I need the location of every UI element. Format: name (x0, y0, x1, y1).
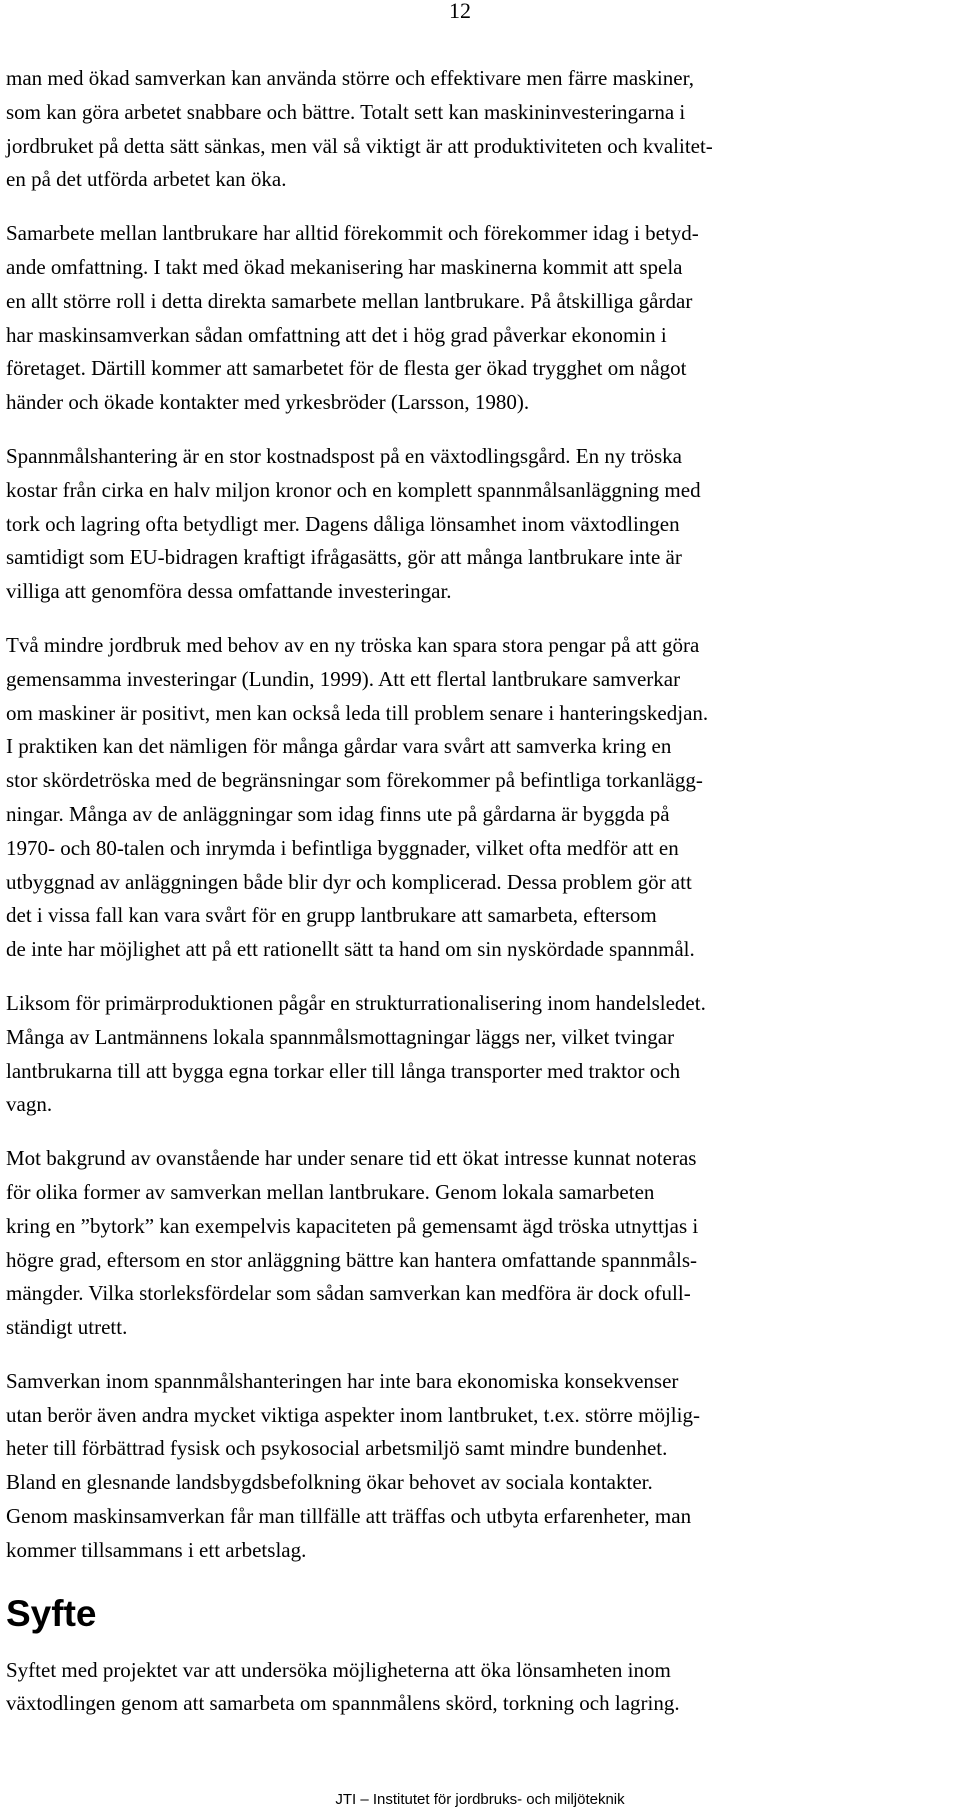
text-line: har maskinsamverkan sådan omfattning att det i hög grad påverkar ekonomin i (6, 322, 667, 347)
text-line: man med ökad samverkan kan använda större och effektivare men färre maskiner, (6, 66, 694, 90)
text-line: Två mindre jordbruk med behov av en ny tröska kan spara stora pengar på att göra (6, 632, 700, 657)
text-line: ständigt utrett. (6, 1315, 128, 1340)
text-line: för olika former av samverkan mellan lantbrukare. Genom lokala samarbeten (6, 1179, 655, 1204)
text-line: högre grad, eftersom en stor anläggning bättre kan hantera omfattande spannmåls- (6, 1247, 698, 1272)
text-line: villiga att genomföra dessa omfattande investeringar. (6, 579, 452, 604)
text-line: samtidigt som EU-bidragen kraftigt ifrågasätts, gör att många lantbrukare inte är (6, 545, 682, 570)
text-line: tork och lagring ofta betydligt mer. Dagens dåliga lönsamhet inom växtodlingen (6, 511, 680, 536)
text-line: de inte har möjlighet att på ett rationellt sätt ta hand om sin nyskördade spannmål. (6, 937, 695, 962)
paragraph-7 (6, 1365, 960, 1568)
text-line: 1970- och 80-talen och inrymda i befintliga byggnader, vilket ofta medför att en (6, 835, 679, 860)
paragraph-1 (6, 62, 960, 197)
text-line: Syftet med projektet var att undersöka möjligheterna att öka lönsamheten inom (6, 1657, 671, 1682)
paragraph-2 (6, 217, 960, 420)
body-text (6, 62, 960, 1741)
text-line: växtodlingen genom att samarbeta om spannmålens skörd, torkning och lagring. (6, 1691, 680, 1716)
text-line: det i vissa fall kan vara svårt för en grupp lantbrukare att samarbeta, eftersom (6, 903, 657, 928)
text-line: utan berör även andra mycket viktiga aspekter inom lantbruket, t.ex. större möjlig- (6, 1402, 700, 1427)
text-line: kring en ”bytork” kan exempelvis kapaciteten på gemensamt ägd tröska utnyttjas i (6, 1213, 699, 1238)
text-line: stor skördetröska med de begränsningar som förekommer på befintliga torkanlägg- (6, 768, 703, 793)
paragraph-3 (6, 440, 960, 609)
section-paragraph (6, 1654, 960, 1722)
text-line: om maskiner är positivt, men kan också leda till problem senare i hanteringskedjan. (6, 700, 709, 725)
text-line: lantbrukarna till att bygga egna torkar eller till långa transporter med traktor och (6, 1058, 681, 1083)
text-line: händer och ökade kontakter med yrkesbröder (Larsson, 1980). (6, 390, 530, 415)
text-line: Samverkan inom spannmålshanteringen har inte bara ekonomiska konsekvenser (6, 1368, 679, 1393)
text-line: en allt större roll i detta direkta samarbete mellan lantbrukare. På åtskilliga gårdar (6, 288, 693, 313)
text-line: kommer tillsammans i ett arbetslag. (6, 1537, 307, 1562)
text-line: I praktiken kan det nämligen för många gårdar vara svårt att samverka kring en (6, 734, 672, 759)
text-line: utbyggnad av anläggningen både blir dyr och komplicerad. Dessa problem gör att (6, 869, 692, 894)
text-line: Mot bakgrund av ovanstående har under senare tid ett ökat intresse kunnat noteras (6, 1146, 697, 1171)
text-line: Genom maskinsamverkan får man tillfälle att träffas och utbyta erfarenheter, man (6, 1504, 692, 1529)
text-line: ningar. Många av de anläggningar som idag finns ute på gårdarna är byggda på (6, 801, 670, 826)
paragraph-6 (6, 1142, 960, 1345)
text-line: heter till förbättrad fysisk och psykosocial arbetsmiljö samt mindre bundenhet. (6, 1436, 668, 1461)
text-line: gemensamma investeringar (Lundin, 1999). Att ett flertal lantbrukare samverkar (6, 666, 681, 691)
page-number: 12 (449, 0, 471, 23)
page-footer: JTI – Institutet för jordbruks- och miljöteknik (335, 1791, 625, 1808)
text-line: mängder. Vilka storleksfördelar som sådan samverkan kan medföra är dock ofull- (6, 1281, 691, 1306)
text-line: Många av Lantmännens lokala spannmålsmottagningar läggs ner, vilket tvingar (6, 1024, 675, 1049)
text-line: Spannmålshantering är en stor kostnadspost på en växtodlingsgård. En ny tröska (6, 443, 682, 468)
text-line: ande omfattning. I takt med ökad mekanisering har maskinerna kommit att spela (6, 254, 683, 279)
text-line: vagn. (6, 1092, 53, 1117)
text-line: en på det utförda arbetet kan öka. (6, 167, 287, 192)
text-line: kostar från cirka en halv miljon kronor och en komplett spannmålsanläggning med (6, 477, 701, 502)
text-line: Liksom för primärproduktionen pågår en strukturrationalisering inom handelsledet. (6, 990, 706, 1015)
paragraph-5 (6, 987, 960, 1122)
text-line: Samarbete mellan lantbrukare har alltid förekommit och förekommer idag i betyd- (6, 221, 699, 246)
paragraph-4 (6, 629, 960, 967)
section-heading: Syfte (6, 1592, 97, 1634)
text-line: företaget. Därtill kommer att samarbetet för de flesta ger ökad trygghet om något (6, 356, 687, 381)
text-line: jordbruket på detta sätt sänkas, men väl så viktigt är att produktiviteten och kvalitet- (6, 133, 713, 158)
text-line: som kan göra arbetet snabbare och bättre. Totalt sett kan maskininvesteringarna i (6, 99, 686, 124)
text-line: Bland en glesnande landsbygdsbefolkning ökar behovet av sociala kontakter. (6, 1470, 653, 1495)
